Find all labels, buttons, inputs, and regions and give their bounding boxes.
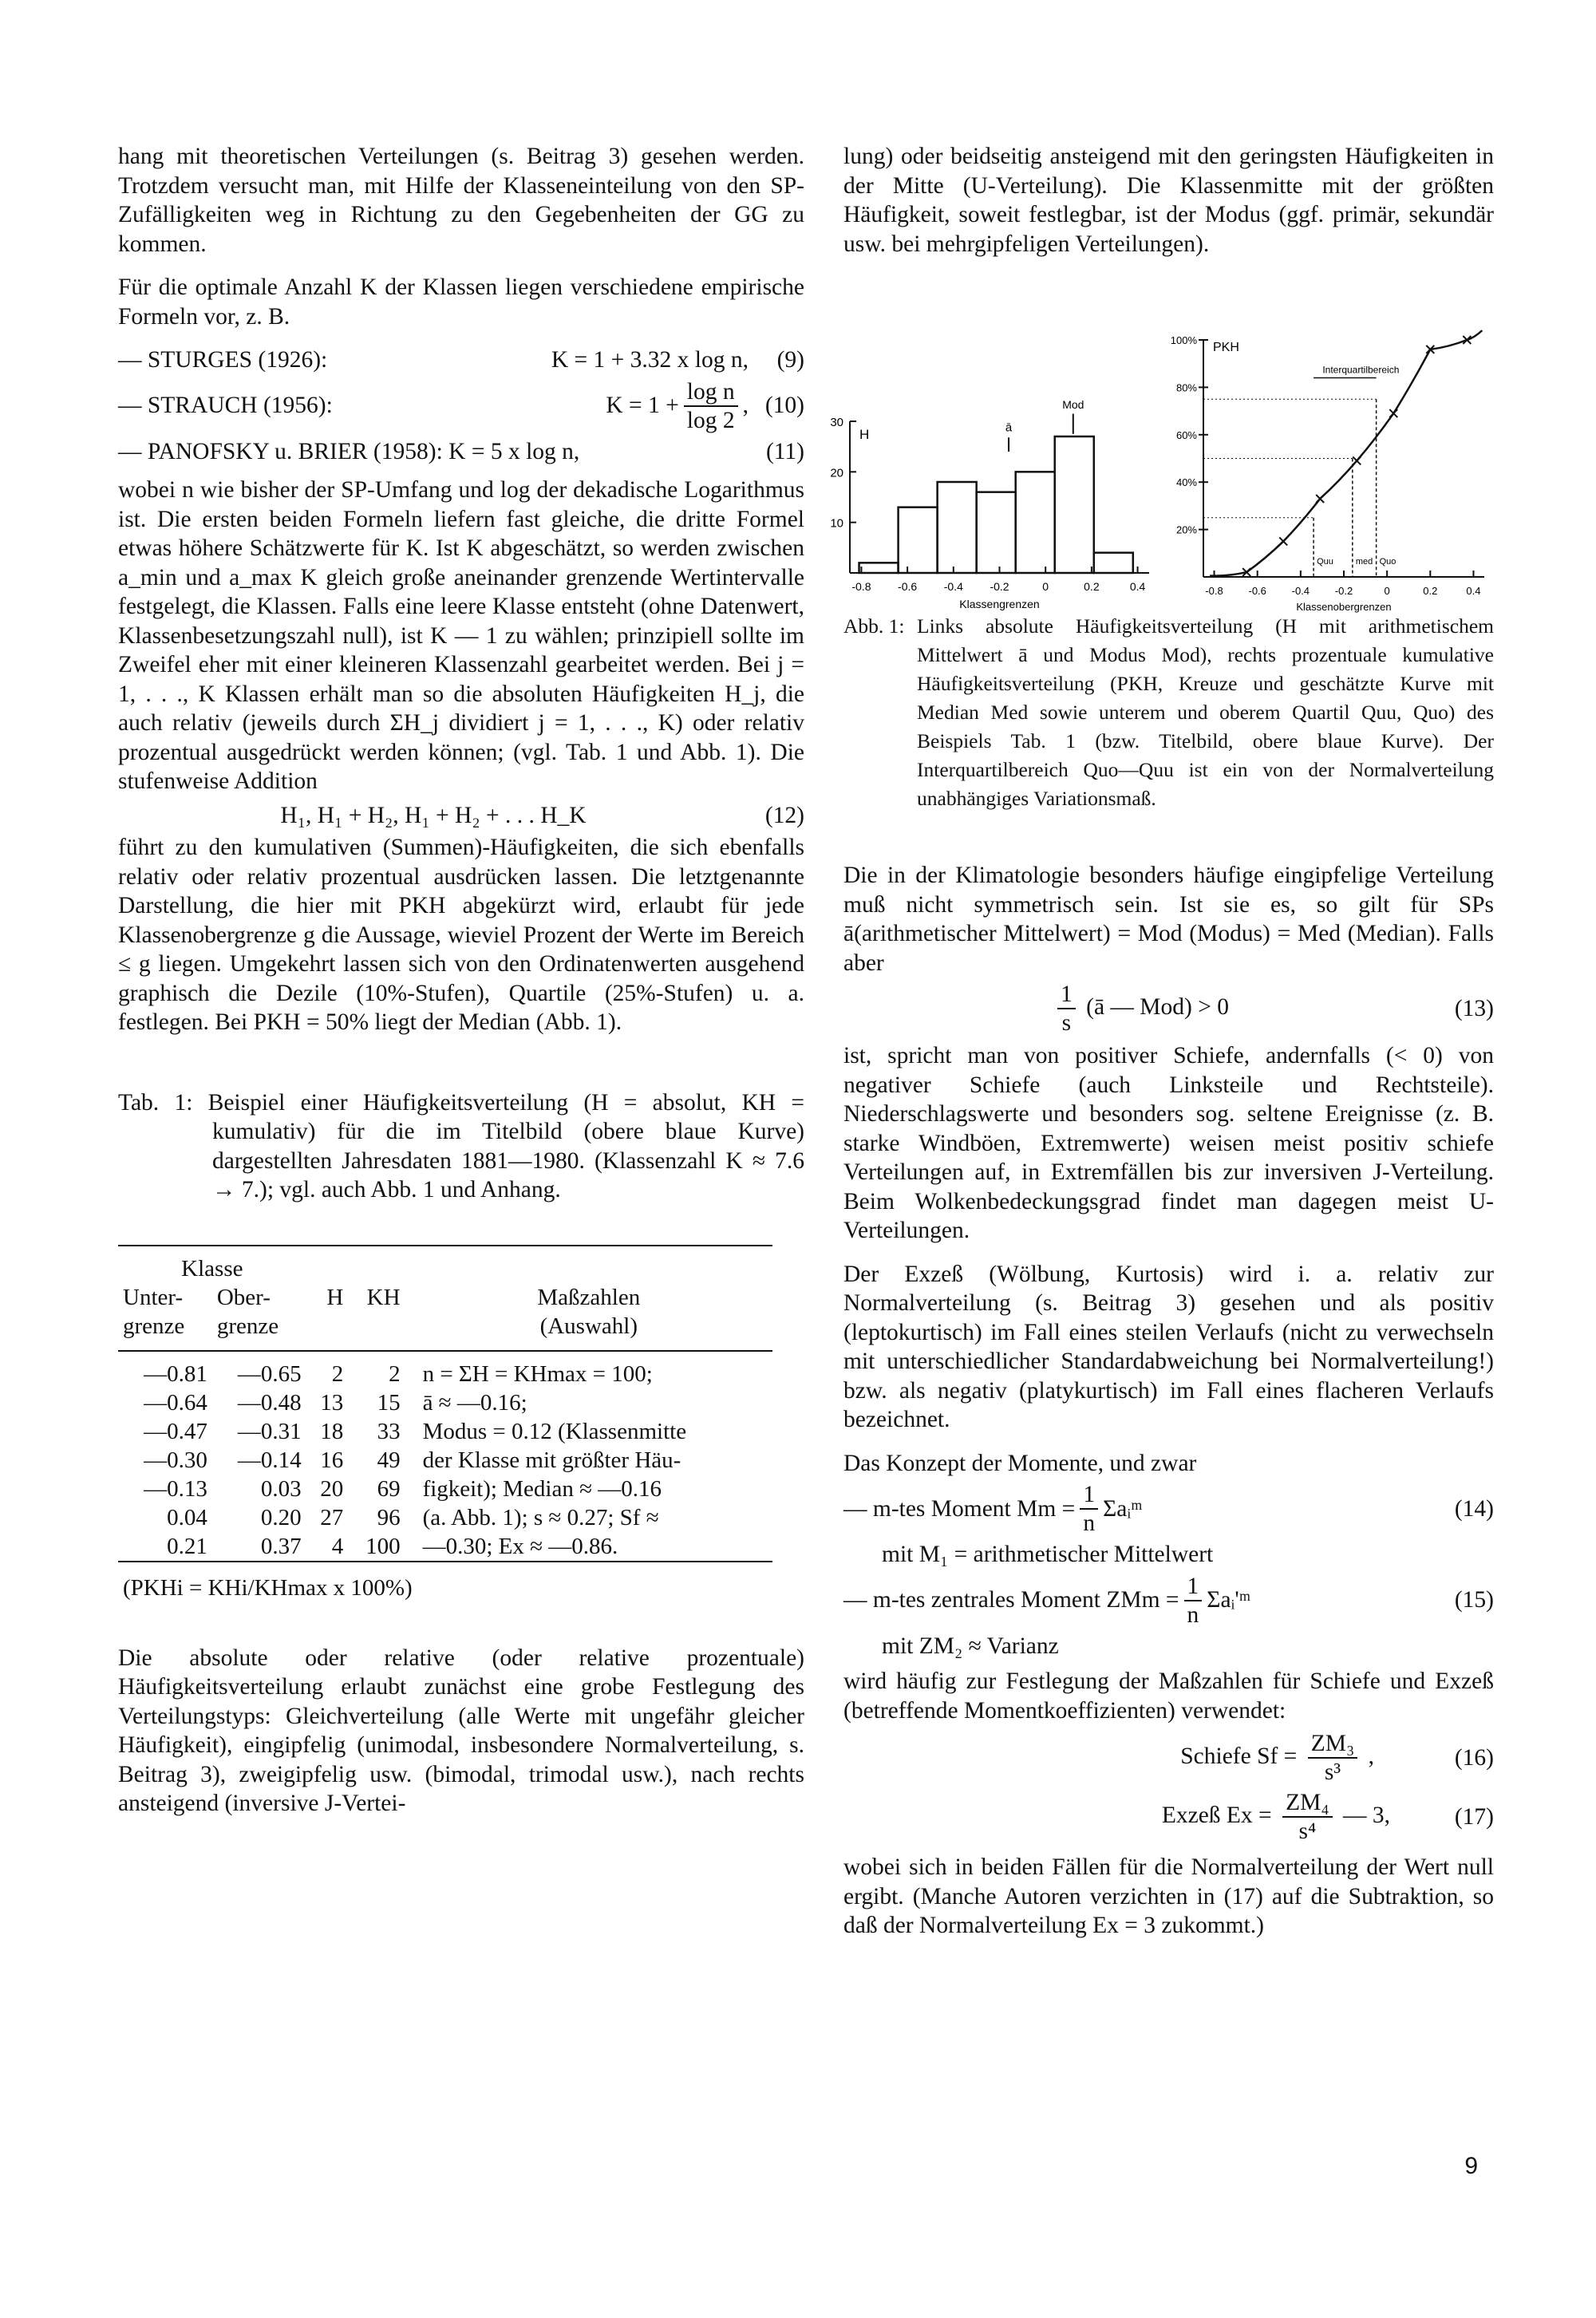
quantile-label: Quu <box>1317 557 1333 567</box>
histogram-bar <box>1094 553 1133 573</box>
equation-note: mit ZM₂ ≈ Varianz <box>882 1633 1059 1659</box>
fraction <box>1282 1789 1333 1845</box>
table-caption-label: Tab. 1: <box>118 1089 193 1116</box>
table-cell-o: 0.03 <box>260 1475 302 1502</box>
y-tick-label: 30 <box>830 416 843 429</box>
table-header-unter2: grenze <box>123 1313 185 1339</box>
table-caption <box>118 1088 804 1205</box>
equation-10 <box>118 378 804 434</box>
table-cell-u: —0.64 <box>144 1389 207 1416</box>
equation-lhs: Schiefe Sf = <box>1180 1743 1298 1769</box>
equation-16 <box>843 1730 1494 1786</box>
x-tick-label: -0.8 <box>851 580 871 593</box>
histogram-bar <box>859 563 899 573</box>
fraction <box>1308 1730 1358 1786</box>
equation-14 <box>843 1481 1494 1537</box>
table-cell-kh: 2 <box>389 1360 401 1387</box>
series-label: H <box>859 427 870 442</box>
fraction-numerator: ZM₄ <box>1282 1789 1333 1818</box>
chart-title: PKH <box>1213 340 1239 354</box>
x-axis-label: Klassenobergrenzen <box>1296 601 1392 613</box>
y-tick-label: 20 <box>830 466 843 480</box>
table-cell-u: —0.13 <box>144 1475 207 1502</box>
paragraph: ist, spricht man von positiver Schiefe, andernfalls (< 0) von negativer Schiefe (auch Linksteile und Rechtsteile). Niederschlagswerte und besonders sog. seltene Ereignisse (z. B. starke Windböen, Extremwerte) weisen meist positiv schiefe Verteilungen auf, in Extremfällen bis zur inversiven J-Verteilung. Beim Wolkenbedeckungsgrad findet man dagegen meist U-Verteilungen. <box>843 1043 1494 1243</box>
equation-number: (15) <box>1454 1587 1494 1613</box>
table-cell-o: —0.65 <box>237 1360 302 1387</box>
equation-label: — PANOFSKY u. BRIER (1958): <box>118 438 443 464</box>
table-cell-u: —0.81 <box>144 1360 207 1387</box>
equation-number: (11) <box>765 438 804 464</box>
paragraph: hang mit theoretischen Verteilungen (s. Beitrag 3) gesehen werden. Trotzdem versucht man, mit Hilfe der Klasseneinteilung von den SP-Zufälligkeiten weg in Richtung zu den Gegebenheiten der GG zu kommen. <box>118 144 804 257</box>
equation-12 <box>118 801 804 831</box>
data-cross <box>1353 456 1361 464</box>
table-header-mass2: (Auswahl) <box>539 1313 638 1339</box>
mean-label: ā <box>1005 421 1013 435</box>
paragraph: wird häufig zur Festlegung der Maßzahlen für Schiefe und Exzeß (betreffende Momentkoeffizienten) verwendet: <box>843 1668 1494 1724</box>
table-cell-o: —0.31 <box>237 1418 302 1444</box>
fraction-denominator: s⁴ <box>1298 1818 1317 1844</box>
table-cell-h: 27 <box>320 1504 344 1530</box>
equation-tail: Σaᵢ'ᵐ <box>1207 1587 1251 1613</box>
paragraph: Die in der Klimatologie besonders häufige eingipfelige Verteilung muß nicht symmetrisch sein. Ist sie es, so gilt für SPs ā(arithmetischer Mittelwert) = Mod (Modus) = Med (Median). Falls aber <box>843 863 1494 976</box>
fraction-denominator: s <box>1061 1010 1072 1036</box>
mode-label: Mod <box>1062 398 1084 412</box>
table-row <box>118 1475 772 1503</box>
table-cell-h: 16 <box>320 1447 344 1473</box>
table-row <box>118 1532 772 1562</box>
fraction <box>1057 981 1076 1037</box>
table-cell-o: —0.48 <box>237 1389 302 1416</box>
table-cell-m: Modus = 0.12 (Klassenmitte <box>422 1418 687 1444</box>
table-row <box>118 1351 772 1388</box>
histogram-bar <box>938 482 977 573</box>
table-cell-u: —0.30 <box>144 1447 207 1473</box>
table-cell-h: 4 <box>331 1533 344 1559</box>
table-footnote: (PKHi = KHi/KHmax x 100%) <box>123 1574 413 1601</box>
iqr-label: Interquartilbereich <box>1322 364 1400 376</box>
histogram-bar <box>899 507 938 573</box>
figure-caption-text: Links absolute Häufigkeitsverteilung (H mit arithmetischem Mittelwert ā und Modus Mod), rechts prozentuale kumulative Häufigkeitsverteilung (PKH, Kreuze und geschätzte Kurve mit Median Med sowie unterem und oberem Quartil Quu, Quo) des Beispiels Tab. 1 (bzw. Titelbild, obere blaue Kurve). Der Interquartilbereich Quo—Quu ist ein von der Normalverteilung unabhängiges Variationsmaß. <box>917 614 1494 810</box>
table-cell-h: 18 <box>320 1418 344 1444</box>
table-cell-m: figkeit); Median ≈ —0.16 <box>422 1475 662 1502</box>
paragraph: Der Exzeß (Wölbung, Kurtosis) wird i. a. relativ zur Normalverteilung (s. Beitrag 3) gesehen und als positiv (leptokurtisch) im Fall eines steilen Verlaufs (nicht zu verwechseln mit unterschiedlicher Standardabweichung bei Normalverteilung!) bzw. als negativ (platykurtisch) im Fall eines flacheren Verlaufs bezeichnet. <box>843 1261 1494 1432</box>
x-axis-label: Klassengrenzen <box>959 598 1040 610</box>
data-cross <box>1316 495 1324 503</box>
equation-11 <box>118 437 804 467</box>
fraction-numerator: 1 <box>1184 1573 1203 1601</box>
equation-number: (17) <box>1454 1803 1494 1830</box>
equation-13 <box>843 981 1494 1037</box>
x-tick-label: 0.2 <box>1423 585 1438 597</box>
x-tick-label: -0.2 <box>990 580 1009 593</box>
cumulative-chart <box>1171 330 1484 613</box>
paragraph: lung) oder beidseitig ansteigend mit den geringsten Häufigkeiten in der Mitte (U-Verteilung). Die Klassenmitte mit der größten Häufigkeit, soweit festlegbar, ist der Modus (ggf. primär, sekundär usw. bei mehrgipfeligen Verteilungen). <box>843 144 1494 257</box>
y-tick-label: 40% <box>1175 476 1197 489</box>
equation-formula: K = 5 x log n, <box>448 438 580 464</box>
table-cell-m: —0.30; Ex ≈ —0.86. <box>422 1533 618 1559</box>
paragraph: wobei sich in beiden Fällen für die Normalverteilung der Wert null ergibt. (Manche Autoren verzichten in (17) auf die Subtraktion, so daß der Normalverteilung Ex = 3 zukommt.) <box>843 1854 1494 1938</box>
table-row <box>118 1503 772 1532</box>
table-cell-kh: 15 <box>377 1389 401 1416</box>
table-cell-m: ā ≈ —0.16; <box>422 1389 527 1416</box>
equation-lhs: Exzeß Ex = <box>1161 1802 1272 1828</box>
x-tick-label: -0.2 <box>1334 585 1353 597</box>
equation-lhs: — m-tes zentrales Moment ZMm = <box>843 1587 1179 1613</box>
table-cell-kh: 69 <box>377 1475 401 1502</box>
fraction-numerator: ZM₃ <box>1308 1730 1358 1759</box>
table-cell-m: (a. Abb. 1); s ≈ 0.27; Sf ≈ <box>422 1504 659 1530</box>
fraction-numerator: log n <box>684 378 738 407</box>
equation-17 <box>843 1789 1494 1845</box>
table-header-h: H <box>326 1284 344 1310</box>
quantile-label: Quo <box>1379 557 1396 567</box>
histogram-bar <box>1016 472 1055 573</box>
table-row <box>118 1446 772 1475</box>
equation-number: (13) <box>1454 995 1494 1021</box>
equation-tail: Σaᵢᵐ <box>1103 1495 1143 1522</box>
table-header-klasse: Klasse <box>181 1255 243 1281</box>
equation-tail: , <box>742 393 749 419</box>
paragraph: führt zu den kumulativen (Summen)-Häufigkeiten, die sich ebenfalls relativ oder relativ prozentual ausdrücken lassen. Die letztgenannte Darstellung, die hier mit PKH abgekürzt wird, erlaubt für jede Klassenobergrenze g die Aussage, wieviel Prozent der Werte im Bereich ≤ g liegen. Umgekehrt lassen sich von den Ordinatenwerten ausgehend graphisch die Dezile (10%-Stufen), Quartile (25%-Stufen) u. a. festlegen. Bei PKH = 50% liegt der Median (Abb. 1). <box>118 835 804 1035</box>
table-cell-kh: 100 <box>365 1533 401 1559</box>
equation-number: (12) <box>764 802 804 828</box>
table-header-unter: Unter- <box>123 1284 184 1310</box>
x-tick-label: 0.4 <box>1466 585 1481 597</box>
quantile-label: med <box>1355 557 1373 567</box>
table-cell-h: 13 <box>320 1389 344 1416</box>
y-tick-label: 60% <box>1175 428 1197 441</box>
equation-lhs: — m-tes Moment Mm = <box>843 1495 1076 1522</box>
paragraph: wobei n wie bisher der SP-Umfang und log der dekadische Logarithmus ist. Die ersten beiden Formeln liefern fast gleiche, die dritte Formel etwas höhere Schätzwerte für K. Ist K abgeschätzt, so werden zwischen a_min und a_max K gleich große aneinander grenzende Wertintervalle festgelegt, die Klassen. Falls eine leere Klasse entsteht (ohne Datenwert, Klassenbesetzungszahl null), ist K — 1 zu wählen; prinzipiell sollte im Zweifel eher mit einer kleineren Klassenzahl gearbeitet werden. Bei j = 1, . . ., K Klassen erhält man so die absoluten Häufigkeiten H_j, die auch relativ (jeweils durch ΣH_j dividiert j = 1, . . ., K) oder relativ prozentual ausgedrückt werden können; (vgl. Tab. 1 und Abb. 1). Die stufenweise Addition <box>118 477 804 794</box>
equation-label: — STURGES (1926): <box>118 347 328 373</box>
equation-label: — STRAUCH (1956): <box>118 393 333 419</box>
paragraph: Das Konzept der Momente, und zwar <box>843 1450 1197 1476</box>
table-cell-m: der Klasse mit größter Häu- <box>422 1447 681 1473</box>
x-tick-label: 0 <box>1042 580 1049 593</box>
x-tick-label: -0.4 <box>943 580 963 593</box>
data-cross <box>1389 409 1397 417</box>
table-header-kh: KH <box>366 1284 401 1310</box>
table-header-ober: Ober- <box>216 1284 271 1310</box>
equation-formula: K = 1 + 3.32 x log n, <box>551 347 749 373</box>
equation-tail: , <box>1368 1743 1374 1769</box>
table-cell-h: 20 <box>320 1475 344 1502</box>
table-cell-o: 0.20 <box>260 1504 302 1530</box>
frequency-table <box>118 1245 772 1602</box>
histogram-bar <box>1055 436 1094 573</box>
fraction <box>1184 1573 1203 1629</box>
paragraph: Die absolute oder relative (oder relative prozentuale) Häufigkeitsverteilung erlaubt zunächst eine grobe Festlegung des Verteilungstyps: Gleichverteilung (alle Werte mit ungefähr gleicher Häufigkeit), eingipfelig (unimodal, insbesondere Normalverteilung, s. Beitrag 3), zweigipfelig usw. (bimodal, trimodal usw.), nach rechts ansteigend (inversive J-Vertei- <box>118 1645 804 1816</box>
data-cross <box>1279 537 1287 545</box>
histogram-bar <box>977 492 1016 573</box>
x-tick-label: -0.8 <box>1205 585 1223 597</box>
table-cell-kh: 33 <box>377 1418 401 1444</box>
fraction-numerator: 1 <box>1057 981 1076 1009</box>
y-tick-label: 80% <box>1175 381 1197 394</box>
y-tick-label: 100% <box>1170 334 1197 346</box>
figure-svg <box>822 326 1508 629</box>
table-cell-kh: 49 <box>377 1447 401 1473</box>
y-tick-label: 10 <box>830 516 843 531</box>
fraction-denominator: log 2 <box>686 407 735 433</box>
table-cell-u: 0.04 <box>167 1504 207 1530</box>
figure-caption <box>843 612 1494 813</box>
table-row <box>118 1417 772 1446</box>
x-tick-label: -0.4 <box>1291 585 1310 597</box>
table-row <box>118 1388 772 1417</box>
table-cell-m: n = ΣH = KHmax = 100; <box>422 1360 653 1387</box>
table-cell-u: —0.47 <box>144 1418 207 1444</box>
table-header-ober2: grenze <box>216 1313 279 1339</box>
table-header-mass: Maßzahlen <box>537 1284 641 1310</box>
left-column <box>118 142 804 1833</box>
figure-1 <box>822 326 1508 629</box>
fraction <box>1080 1481 1098 1537</box>
table-cell-o: 0.37 <box>260 1533 302 1559</box>
fraction <box>684 378 738 434</box>
y-tick-label: 20% <box>1175 523 1197 536</box>
equation-note: mit M₁ = arithmetischer Mittelwert <box>882 1542 1214 1567</box>
table-cell-u: 0.21 <box>167 1533 207 1559</box>
equation-number: (9) <box>776 347 804 373</box>
equation-lhs: K = 1 + <box>606 393 679 419</box>
x-tick-label: -0.6 <box>1248 585 1266 597</box>
fraction-denominator: s³ <box>1324 1759 1341 1785</box>
equation-number: (14) <box>1454 1495 1494 1522</box>
table-cell-kh: 96 <box>377 1504 401 1530</box>
equation-formula: H₁, H₁ + H₂, H₁ + H₂ + . . . H_K <box>280 802 587 828</box>
histogram-chart <box>830 398 1149 610</box>
x-tick-label: 0.2 <box>1084 580 1100 593</box>
fraction-denominator: n <box>1083 1510 1096 1536</box>
equation-tail: (ā — Mod) > 0 <box>1086 993 1229 1020</box>
table-caption-text: Beispiel einer Häufigkeitsverteilung (H = absolut, KH = kumulativ) für die im Titelbild (obere blaue Kurve) dargestellten Jahresdaten 1881—1980. (Klassenzahl K ≈ 7.6 → 7.); vgl. auch Abb. 1 und Anhang. <box>207 1089 804 1202</box>
equation-number: (16) <box>1454 1744 1494 1771</box>
fraction-denominator: n <box>1187 1601 1199 1628</box>
figure-caption-label: Abb. 1: <box>843 614 905 638</box>
table-cell-h: 2 <box>331 1360 344 1387</box>
equation-9 <box>118 346 804 375</box>
x-tick-label: 0.4 <box>1129 580 1146 593</box>
page-number: 9 <box>1464 2153 1478 2179</box>
equation-tail: — 3, <box>1343 1802 1390 1828</box>
equation-15 <box>843 1573 1494 1629</box>
x-tick-label: -0.6 <box>898 580 918 593</box>
paragraph: Für die optimale Anzahl K der Klassen liegen verschiedene empirische Formeln vor, z. B. <box>118 274 804 330</box>
table-cell-o: —0.14 <box>237 1447 302 1473</box>
equation-number: (10) <box>764 393 804 419</box>
x-tick-label: 0 <box>1384 585 1390 597</box>
fraction-numerator: 1 <box>1080 1481 1098 1510</box>
